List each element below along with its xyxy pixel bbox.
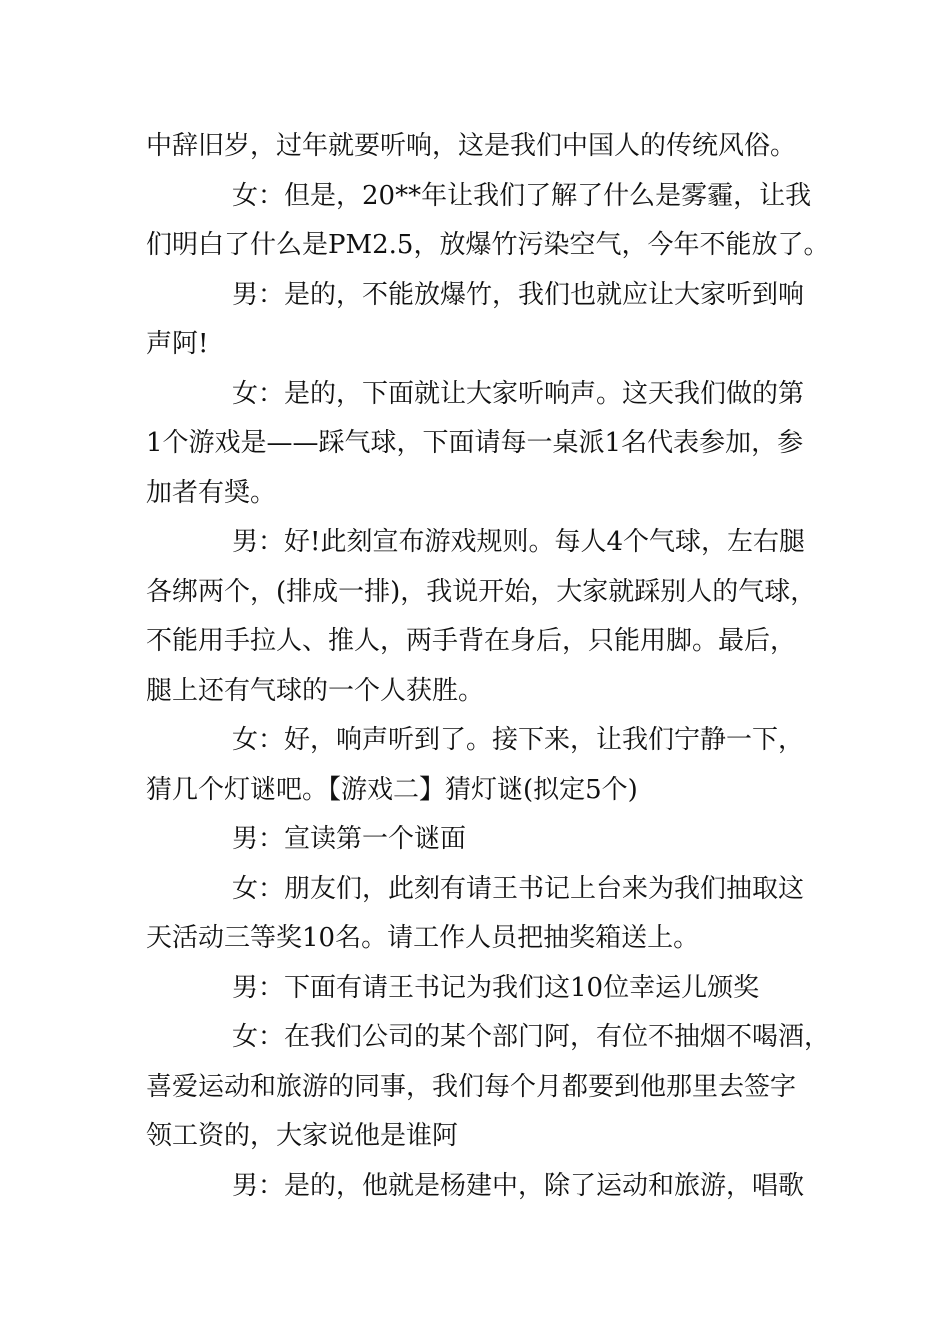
text-line: 声阿! (146, 329, 209, 359)
text-line: 腿上还有气球的一个人获胜。 (146, 675, 485, 706)
text-line: 男：是的，不能放爆竹，我们也就应让大家听到响 (232, 279, 805, 310)
text-line: 男：是的，他就是杨建中，除了运动和旅游，唱歌 (232, 1170, 805, 1201)
text-line: 加者有奨。 (146, 477, 277, 508)
text-line: 猜几个灯谜吧。【游戏二】猜灯谜(拟定5个) (146, 774, 638, 805)
text-line: 喜爱运动和旅游的同事，我们每个月都要到他那里去签字 (146, 1071, 797, 1102)
text-line: 男：好!此刻宣布游戏规则。每人4个气球，左右腿 (232, 527, 805, 557)
text-line: 女：在我们公司的某个部门阿，有位不抽烟不喝酒， (232, 1022, 831, 1052)
text-line: 各绑两个，(排成一排)，我说开始，大家就踩别人的气球， (146, 576, 817, 607)
text-line: 1个游戏是——踩气球，下面请每一桌派1名代表参加，参 (146, 428, 804, 458)
text-line: 领工资的，大家说他是谁阿 (146, 1121, 459, 1151)
text-line: 女：好，响声听到了。接下来，让我们宁静一下， (232, 725, 805, 755)
text-line: 男：下面有请王书记为我们这10位幸运儿颁奖 (232, 972, 760, 1003)
text-line: 女：朋友们，此刻有请王书记上台来为我们抽取这 (232, 873, 805, 904)
text-line: 女：但是，20**年让我们了解了什么是雾霾，让我 (232, 180, 812, 211)
text-line: 不能用手拉人、推人，两手背在身后，只能用脚。最后， (146, 626, 797, 656)
body-text (146, 122, 831, 1211)
text-line: 女：是的，下面就让大家听响声。这天我们做的第 (232, 378, 805, 409)
text-line: 天活动三等奖10名。请工作人员把抽奖箱送上。 (146, 923, 700, 953)
text-line: 们明白了什么是PM2.5，放爆竹污染空气，今年不能放了。 (146, 230, 830, 260)
text-line: 男：宣读第一个谜面 (232, 824, 467, 854)
text-line: 中辞旧岁，过年就要听响，这是我们中国人的传统风俗。 (146, 131, 797, 161)
